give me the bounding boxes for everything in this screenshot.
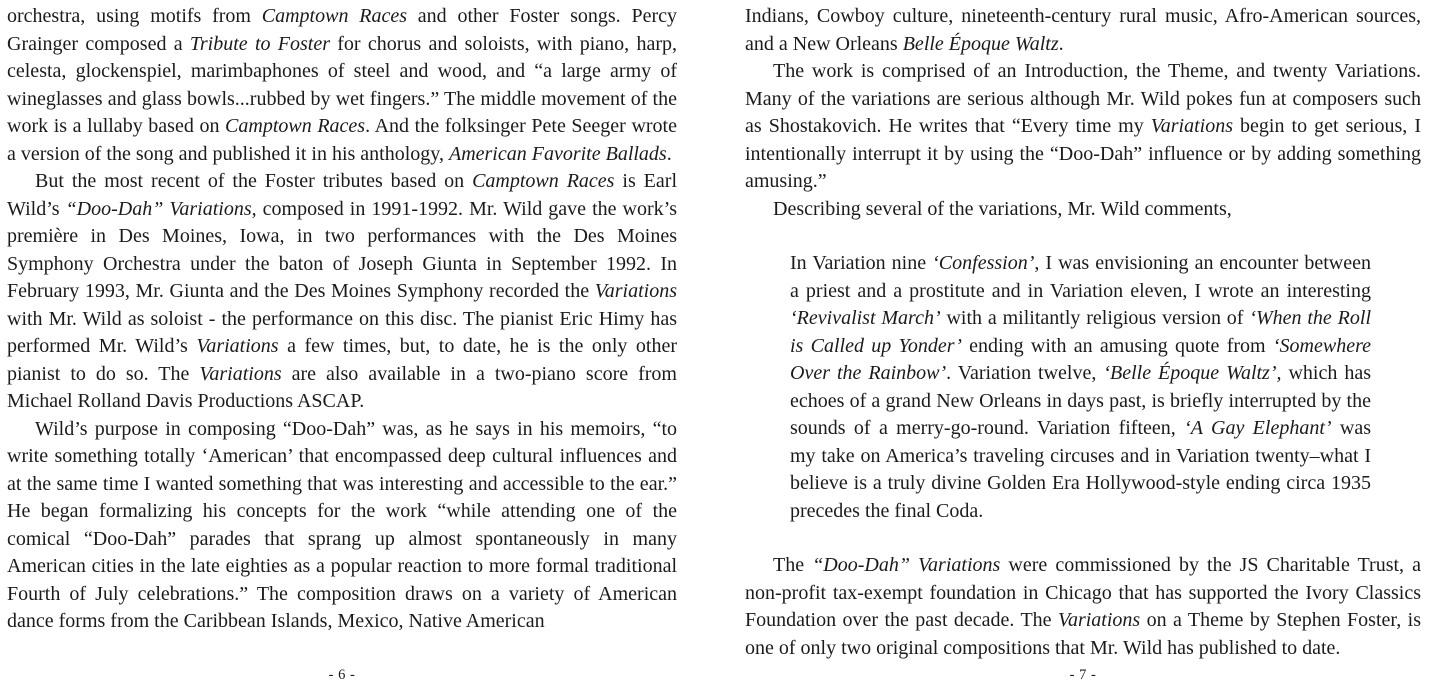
text-run: Variations — [199, 362, 282, 385]
page-7 — [745, 3, 1421, 692]
paragraph — [745, 58, 1421, 196]
paragraph — [7, 3, 677, 168]
text-run: orchestra, using motifs from — [7, 5, 262, 27]
text-run: Variations — [1057, 609, 1141, 631]
paragraph — [745, 196, 1421, 224]
text-run: ‘When the Roll is Called up Yonder’ — [790, 307, 1371, 357]
paragraph — [7, 416, 677, 636]
text-run: , composed in 1991-1992. Mr. Wild gave the work’s première in Des Moines, Iowa, in two performances with the Des Moines Symphony Orchestra under the baton of Joseph Giunta in September 1992. In February 1993, Mr. Giunta and the Des Moines Symphony recorded the — [7, 197, 677, 302]
text-run: , I was envisioning an encounter between a priest and a prostitute and in Variation eleven, I wrote an interesting — [790, 252, 1371, 302]
page-6 — [7, 3, 677, 692]
text-run: Tribute to Foster — [189, 32, 330, 55]
text-run: on a Theme by Stephen Foster, is one of only two original compositions that Mr. Wild has published to date. — [745, 609, 1421, 659]
text-run: . — [1058, 32, 1064, 55]
page-7-number: - 7 - — [1069, 667, 1097, 683]
text-run: was my take on America’s traveling circuses and in Variation twenty–what I believe is a truly divine Golden Era Hollywood-style ending circa 1935 precedes the final Coda. — [790, 417, 1372, 522]
text-run: . — [666, 142, 672, 165]
text-run: Camptown Races — [261, 5, 407, 27]
text-run: ‘Belle Époque Waltz’, — [1103, 362, 1282, 384]
text-run: “Doo-Dah” Variations — [65, 197, 252, 220]
text-run: Indians, Cowboy culture, nineteenth-century rural music, Afro-American sources, and a New Orleans — [745, 5, 1421, 55]
text-run: The work is comprised of an Introduction, the Theme, and twenty Variations. Many of the variations are serious although Mr. Wild pokes fun at composers such as Shostakovich. He writes that “Every time my — [745, 60, 1421, 137]
paragraph — [745, 3, 1421, 58]
text-run: ‘Revivalist March’ — [790, 307, 941, 329]
text-run: are also available in a two-piano score from Michael Rolland Davis Productions ASCAP. — [7, 362, 677, 412]
text-run: American Favorite Ballads — [448, 142, 667, 165]
text-run: begin to get serious, I intentionally interrupt it by using the “Doo-Dah” influence or by adding something amusing.” — [745, 115, 1421, 192]
text-run: a few times, but, to date, he is the only other pianist to do so. The — [7, 335, 677, 385]
text-run: In Variation nine — [790, 252, 933, 274]
text-run: ending with an amusing quote from — [961, 334, 1273, 357]
text-run: Wild’s purpose in composing “Doo-Dah” was, as he says in his memoirs, “to write something totally ‘American’ that encompassed deep cultural influences and at the same time I wanted something that was interesting and accessible to the ear.” He began formalizing his concepts for the work “while attending one of the comical “Doo-Dah” parades that sprang up almost spontaneously in many American cities in the late eighties as a popular reaction to more formal traditional Fourth of July celebrations.” The composition draws on a variety of American dance forms from the Caribbean Islands, Mexico, Native American — [7, 417, 677, 632]
block-quote — [790, 250, 1371, 525]
text-run: “Doo-Dah” Variations — [812, 554, 1001, 576]
page-6-number: - 6 - — [328, 667, 356, 683]
text-run: . Variation twelve, — [946, 362, 1104, 384]
text-run: ‘Confession’ — [932, 252, 1035, 274]
paragraph — [745, 552, 1421, 662]
text-run: The — [773, 554, 813, 576]
text-run: Variations — [196, 335, 279, 357]
text-run: Belle Époque Waltz — [902, 32, 1059, 55]
text-run: which has echoes of a grand New Orleans in days past, is briefly interrupted by the sounds of a merry-go-round. Variation fifteen, — [790, 362, 1371, 439]
text-run: Describing several of the variations, Mr. Wild comments, — [773, 197, 1232, 220]
text-run: for chorus and soloists, with piano, harp, celesta, glockenspiel, marimbaphones of steel and wood, and “a large army of wineglasses and glass bowls...rubbed by wet fingers.” The middle movement of the work is a lullaby based on — [7, 32, 677, 137]
text-run: But the most recent of the Foster tributes based on — [35, 170, 473, 192]
text-run: with Mr. Wild as soloist - the performance on this disc. The pianist Eric Himy has performed Mr. Wild’s — [7, 307, 677, 357]
text-run: and other Foster songs. Percy Grainger composed a — [7, 5, 677, 55]
text-run: ‘A Gay Elephant’ — [1184, 417, 1332, 439]
text-run: ‘Somewhere Over the Rainbow’ — [790, 334, 1371, 384]
text-run: is Earl Wild’s — [7, 170, 677, 220]
text-run: Camptown Races — [225, 115, 366, 137]
text-run: Variations — [594, 280, 677, 302]
text-run: . And the folksinger Pete Seeger wrote a version of the song and published it in his anthology, — [7, 115, 677, 165]
text-run: with a militantly religious version of — [940, 307, 1250, 329]
text-run: Camptown Races — [472, 170, 615, 192]
paragraph — [7, 168, 677, 416]
page-7-text — [745, 3, 1421, 666]
text-run: Variations — [1150, 115, 1233, 137]
page-6-text — [7, 3, 677, 666]
text-run: were commissioned by the JS Charitable Trust, a non-profit tax-exempt foundation in Chicago that has supported the Ivory Classics Foundation over the past decade. The — [745, 554, 1421, 631]
